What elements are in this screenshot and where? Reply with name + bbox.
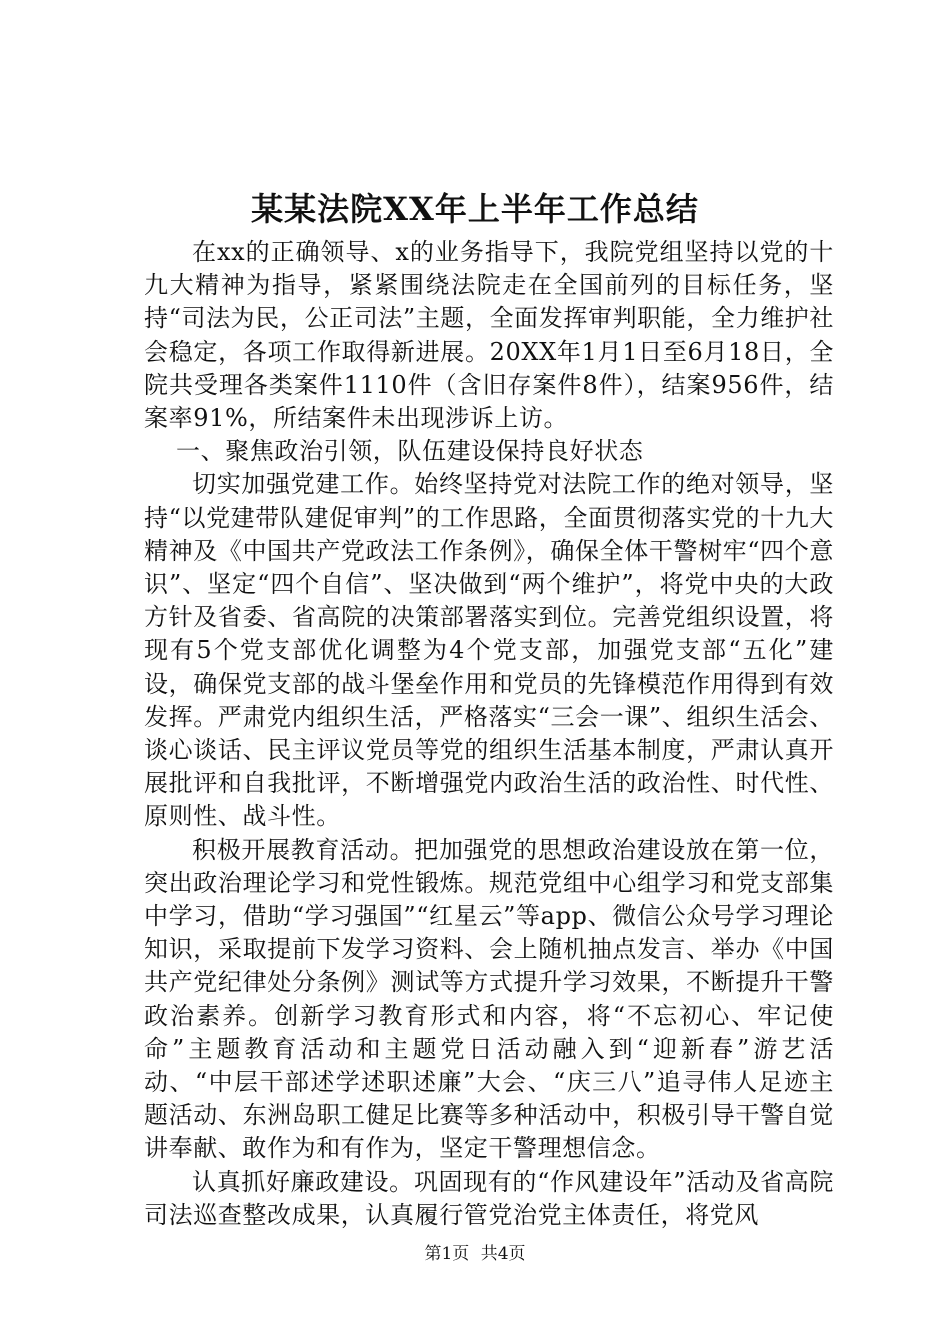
- page-total: 共4页: [480, 1244, 526, 1264]
- education-paragraph: 积极开展教育活动。把加强党的思想政治建设放在第一位，突出政治理论学习和党性锻炼。规范党组中心组学习和党支部集中学习，借助“学习强国”“红星云”等app、微信公众号学习理论知识，采取提前下发学习资料、会上随机抽点发言、举办《中国共产党纪律处分条例》测试等方式提升学习效果，不断提升干警政治素养。创新学习教育形式和内容，将“不忘初心、牢记使命”主题教育活动和主题党日活动融入到“迎新春”游艺活动、“中层干部述学述职述廉”大会、“庆三八”追寻伟人足迹主题活动、东洲岛职工健足比赛等多种活动中，积极引导干警自觉讲奉献、敢作为和有作为，坚定干警理想信念。: [144, 835, 834, 1163]
- document-body: [144, 236, 834, 1232]
- party-building-paragraph: 切实加强党建工作。始终坚持党对法院工作的绝对领导，坚持“以党建带队建促审判”的工作思路，全面贯彻落实党的十九大精神及《中国共产党政法工作条例》，确保全体干警树牢“四个意识”、坚定“四个自信”、坚决做到“两个维护”，将党中央的大政方针及省委、省高院的决策部署落实到位。完善党组织设置，将现有5个党支部优化调整为4个党支部，加强党支部“五化”建设，确保党支部的战斗堡垒作用和党员的先锋模范作用得到有效发挥。严肃党内组织生活，严格落实“三会一课”、组织生活会、谈心谈话、民主评议党员等党的组织生活基本制度，严肃认真开展批评和自我批评，不断增强党内政治生活的政治性、时代性、原则性、战斗性。: [144, 470, 834, 831]
- section-heading: 一、聚焦政治引领，队伍建设保持良好状态: [176, 437, 644, 466]
- document-title: 某某法院XX年上半年工作总结: [251, 190, 699, 228]
- page-number: 第1页: [424, 1244, 470, 1264]
- page-footer: [0, 1242, 950, 1266]
- intro-paragraph: 在xx的正确领导、x的业务指导下，我院党组坚持以党的十九大精神为指导，紧紧围绕法院走在全国前列的目标任务，坚持“司法为民，公正司法”主题，全面发挥审判职能，全力维护社会稳定，各项工作取得新进展。20XX年1月1日至6月18日，全院共受理各类案件1110件（含旧存案件8件），结案956件，结案率91%，所结案件未出现涉诉上访。: [144, 238, 834, 433]
- integrity-paragraph: 认真抓好廉政建设。巩固现有的“作风建设年”活动及省高院司法巡查整改成果，认真履行管党治党主体责任，将党风: [144, 1167, 834, 1229]
